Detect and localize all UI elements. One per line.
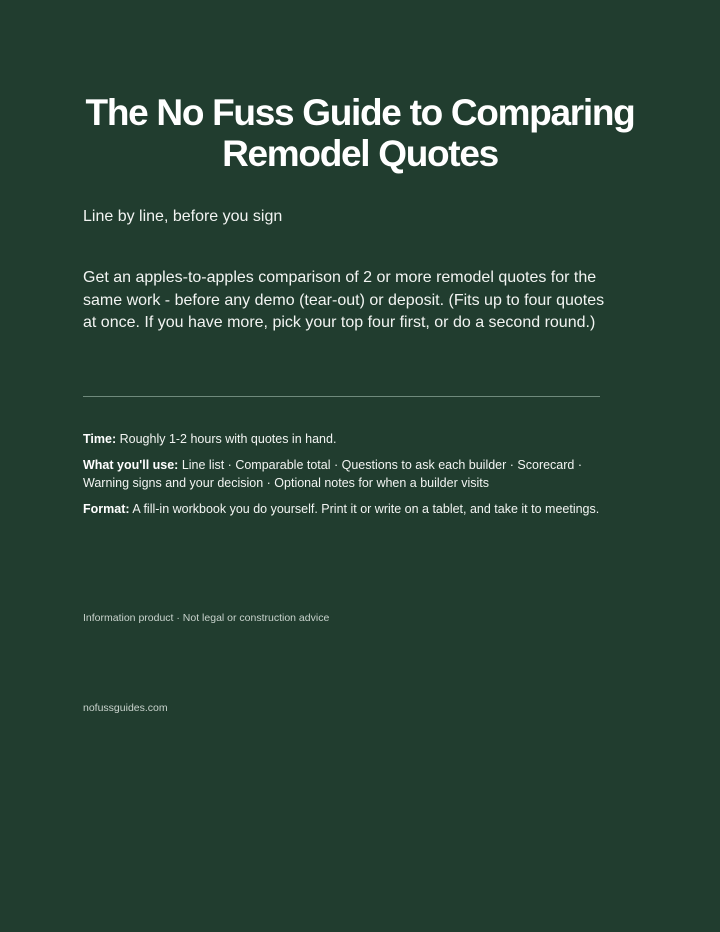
section-divider [83,396,600,397]
time-label: Time: [83,432,117,446]
page-subtitle: Line by line, before you sign [83,208,283,225]
format-label: Format: [83,502,130,516]
format-value: A fill-in workbook you do yourself. Print it or write on a tablet, and take it to meetings. [132,502,600,516]
disclaimer-text: Information product · Not legal or construction advice [83,612,330,624]
website-text: nofussguides.com [83,702,168,714]
time-detail [83,430,603,448]
time-value: Roughly 1-2 hours with quotes in hand. [119,432,337,446]
intro-paragraph: Get an apples-to-apples comparison of 2 or more remodel quotes for the same work - before any demo (tear-out) or deposit. (Fits up to four quotes at once. If you have more, pick your top four first, or do a second round.) [83,269,605,331]
use-label: What you'll use: [83,458,179,472]
use-detail [83,456,603,492]
use-value: Line list · Comparable total · Questions to ask each builder · Scorecard · Warning signs and your decision · Optional notes for when a builder visits [83,458,583,490]
details-section [83,430,603,526]
format-detail [83,500,603,518]
page-title: The No Fuss Guide to Comparing Remodel Quotes [85,92,635,174]
